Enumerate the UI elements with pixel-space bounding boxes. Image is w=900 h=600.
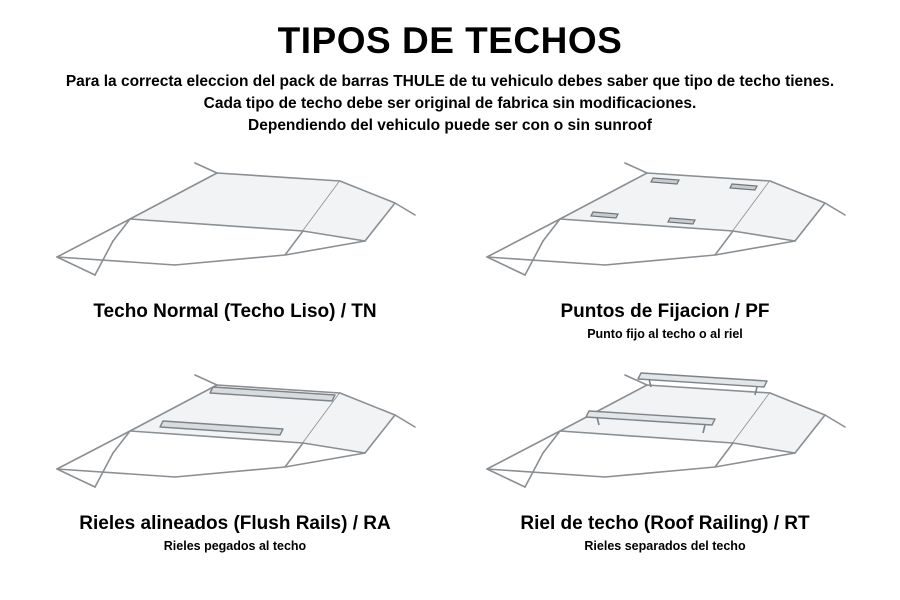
- subcaption-rt: Rieles separados del techo: [584, 539, 746, 554]
- roof-type-card-ra: [20, 357, 450, 569]
- car-roof-raised-railing-icon: [465, 357, 865, 509]
- intro-line-1: Para la correcta eleccion del pack de barras THULE de tu vehiculo debes saber que tipo de techo tienes.: [65, 73, 835, 91]
- caption-pf: Puntos de Fijacion / PF: [560, 301, 770, 323]
- caption-tn: Techo Normal (Techo Liso) / TN: [93, 301, 377, 323]
- roof-type-grid: [20, 145, 880, 569]
- roof-type-card-rt: [450, 357, 880, 569]
- car-roof-flush-rails-icon: [35, 357, 435, 509]
- page-title: TIPOS DE TECHOS: [277, 20, 623, 61]
- caption-rt: Riel de techo (Roof Railing) / RT: [520, 513, 810, 535]
- car-roof-fixpoint-icon: [465, 145, 865, 295]
- car-roof-plain-icon: [35, 145, 435, 295]
- intro-line-2: Cada tipo de techo debe ser original de fabrica sin modificaciones.: [203, 95, 697, 113]
- subcaption-pf: Punto fijo al techo o al riel: [587, 327, 743, 342]
- subcaption-ra: Rieles pegados al techo: [163, 539, 307, 554]
- caption-ra: Rieles alineados (Flush Rails) / RA: [79, 513, 391, 535]
- intro-line-3: Dependiendo del vehiculo puede ser con o sin sunroof: [248, 117, 652, 135]
- intro-text: [20, 71, 880, 137]
- roof-type-card-pf: [450, 145, 880, 357]
- roof-type-card-tn: [20, 145, 450, 357]
